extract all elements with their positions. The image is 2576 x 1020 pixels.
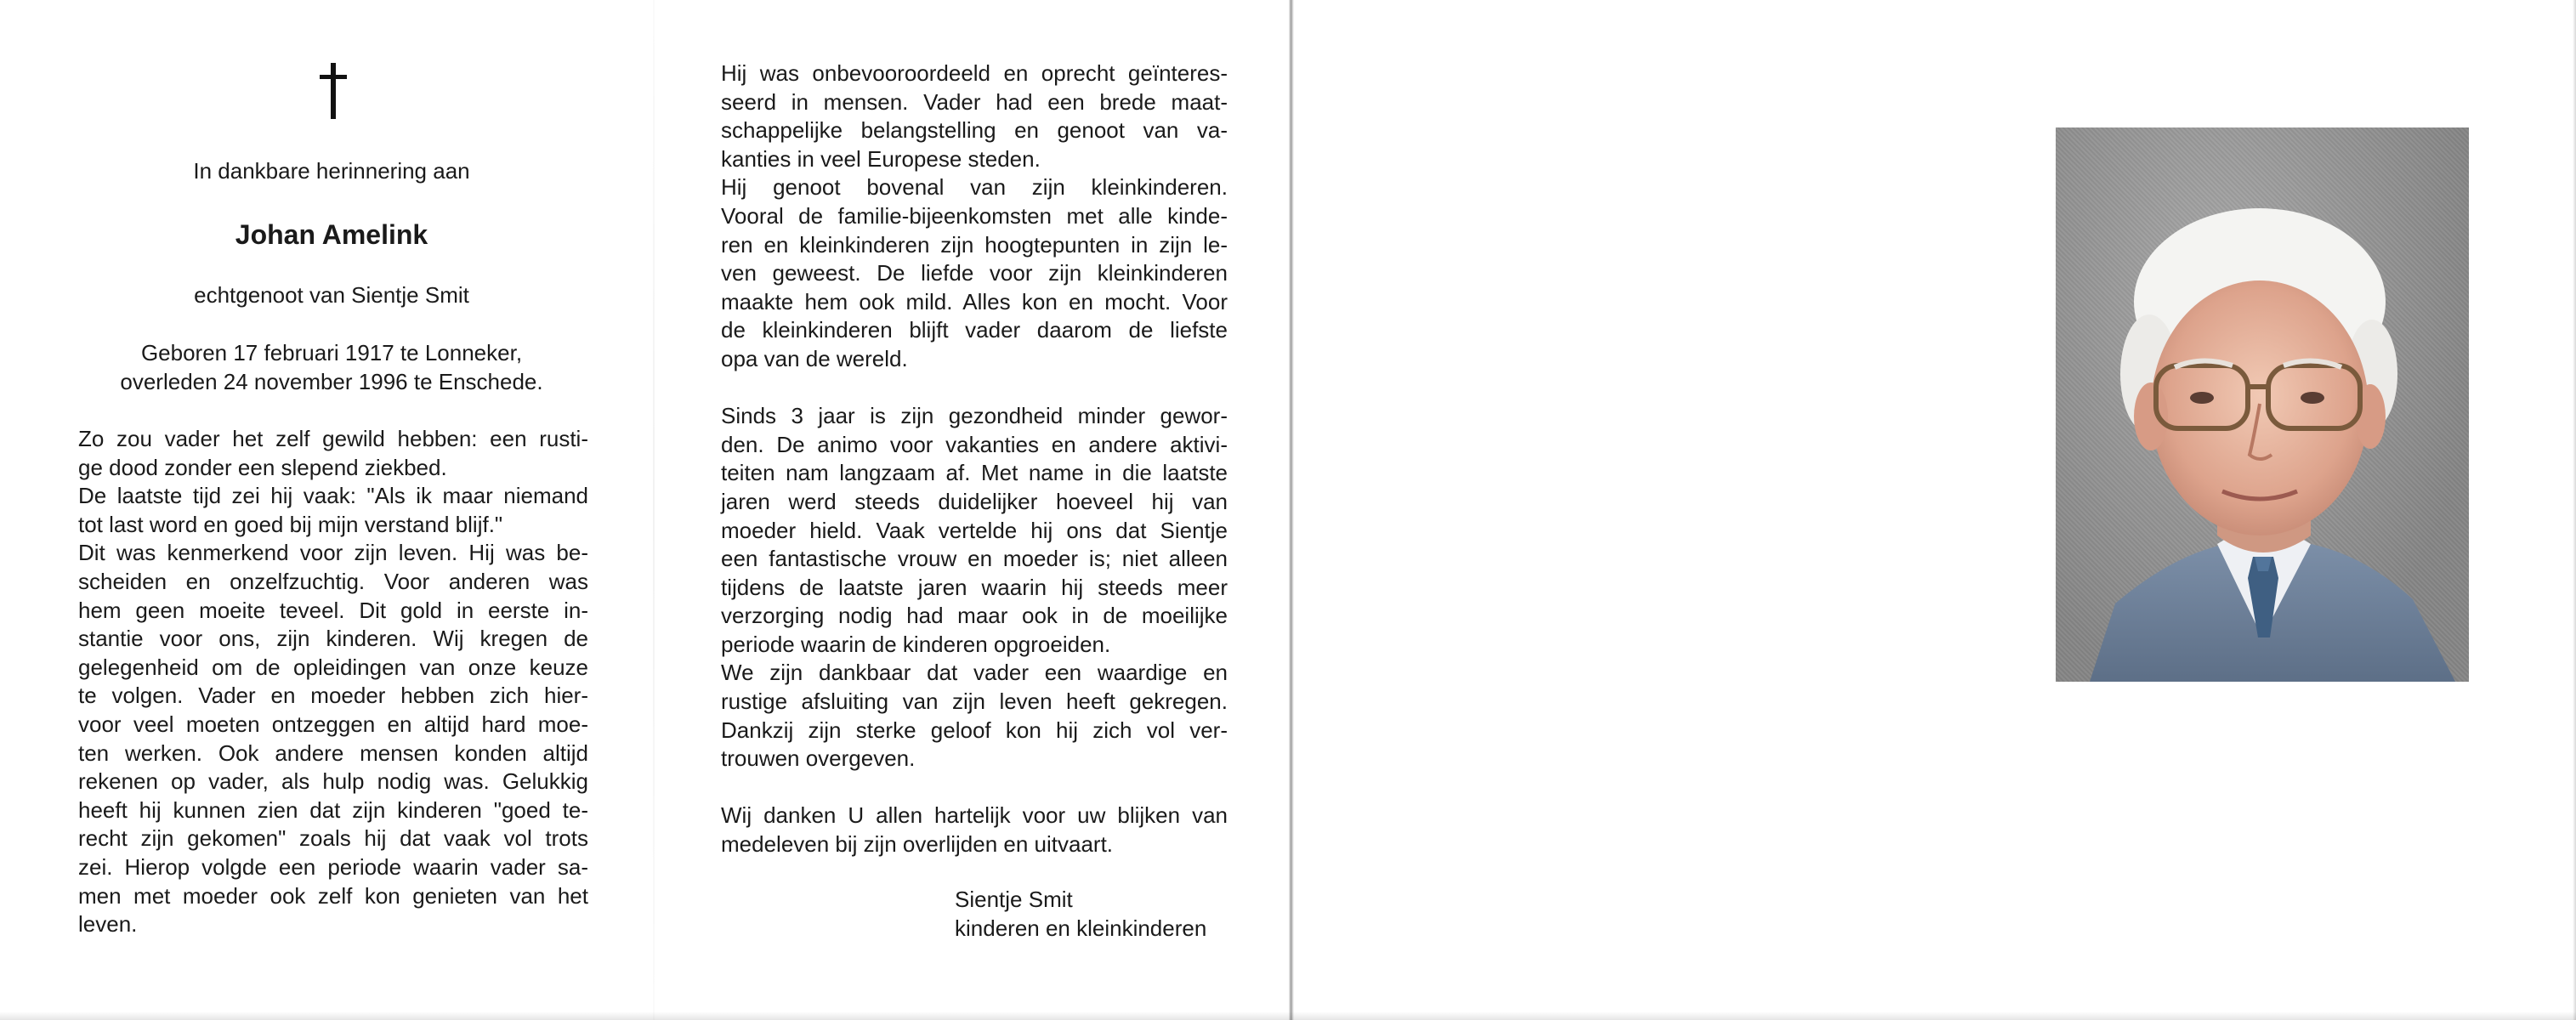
left-text-line: tot last word en goed bij mijn verstand blijf." bbox=[78, 511, 503, 537]
middle-text-line: teiten nam langzaam af. Met name in die laatste bbox=[721, 460, 1228, 486]
signature-name: Sientje Smit bbox=[955, 887, 1073, 912]
card-fold-line bbox=[1289, 0, 1294, 1020]
deceased-name: Johan Amelink bbox=[235, 219, 428, 250]
middle-text-line: jaren werd steeds duidelijker hoeveel hij van bbox=[721, 488, 1228, 514]
birth-death-lines bbox=[77, 338, 587, 396]
left-text-line: voor veel moeten ontzeggen en altijd hard moe- bbox=[78, 711, 588, 737]
left-text-line: Zo zou vader het zelf gewild hebben: een rusti- bbox=[78, 426, 588, 451]
left-text-line: hem geen moeite teveel. Dit gold in eerste in- bbox=[78, 597, 588, 623]
middle-text-line: verzorging nodig had maar ook in de moeilijke bbox=[721, 603, 1228, 629]
middle-text-line: opa van de wereld. bbox=[721, 345, 908, 371]
left-text-line: recht zijn gekomen" zoals hij dat vaak vol trots bbox=[78, 825, 588, 852]
left-text-line: leven. bbox=[78, 911, 138, 938]
middle-text-line: ven geweest. De liefde voor zijn kleinkinderen bbox=[721, 260, 1228, 286]
middle-text-line: Hij genoot bovenal van zijn kleinkinderen. bbox=[721, 174, 1228, 201]
left-text-line: De laatste tijd zei hij vaak: "Als ik maar niemand bbox=[78, 483, 588, 509]
middle-text-line: schappelijke belangstelling en genoot van va- bbox=[721, 117, 1228, 144]
left-text-line: ten werken. Ook andere mensen konden altijd bbox=[78, 740, 588, 766]
middle-text-line: We zijn dankbaar dat vader een waardige en bbox=[721, 660, 1228, 686]
middle-text-line: maakte hem ook mild. Alles kon en mocht. Voor bbox=[721, 288, 1228, 314]
middle-text-line: den. De animo voor vakanties en andere aktivi- bbox=[721, 431, 1228, 457]
left-text-line: te volgen. Vader en moeder hebben zich hier- bbox=[78, 683, 588, 709]
middle-text-line: medeleven bij zijn overlijden en uitvaart. bbox=[721, 831, 1114, 858]
inner-crease bbox=[653, 0, 655, 1020]
middle-text-line: Wij danken U allen hartelijk voor uw blijken van bbox=[721, 802, 1228, 829]
portrait-photo bbox=[2056, 128, 2469, 682]
left-text-line: rekenen op vader, als hulp nodig was. Gelukkig bbox=[78, 768, 588, 795]
left-text-line: zei. Hierop volgde een periode waarin vader sa- bbox=[78, 853, 588, 880]
left-text-line: stantie voor ons, zijn kinderen. Wij kregen de bbox=[78, 626, 588, 652]
left-text-line: gelegenheid om de opleidingen van onze keuze bbox=[78, 654, 588, 680]
middle-text-line: rustige afsluiting van zijn leven heeft gekregen. bbox=[721, 688, 1228, 715]
left-text-line: men met moeder ook zelf kon genieten van het bbox=[78, 882, 588, 909]
left-text-line: heeft hij kunnen zien dat zijn kinderen "goed te- bbox=[78, 796, 588, 823]
left-text-line: Dit was kenmerkend voor zijn leven. Hij was be- bbox=[78, 540, 588, 566]
middle-paragraph-gap bbox=[721, 374, 1228, 403]
spouse-line: echtgenoot van Sientje Smit bbox=[194, 282, 469, 308]
middle-text-line: moeder hield. Vaak vertelde hij ons dat Sientje bbox=[721, 517, 1228, 543]
born-line: Geboren 17 februari 1917 te Lonneker, bbox=[140, 340, 523, 366]
middle-text-line: periode waarin de kinderen opgroeiden. bbox=[721, 631, 1111, 657]
cross-icon bbox=[309, 63, 357, 119]
left-body-text bbox=[78, 425, 588, 939]
middle-text-line: Sinds 3 jaar is zijn gezondheid minder gewor- bbox=[721, 403, 1228, 429]
middle-text-line: seerd in mensen. Vader had een brede maat- bbox=[721, 88, 1228, 115]
intro-line: In dankbare herinnering aan bbox=[193, 158, 470, 184]
middle-paragraph-gap bbox=[721, 774, 1228, 802]
middle-text-line: tijdens de laatste jaren waarin hij steeds meer bbox=[721, 574, 1228, 600]
middle-text-line: ren en kleinkinderen zijn hoogtepunten in zijn le- bbox=[721, 231, 1228, 258]
middle-text-line: kanties in veel Europese steden. bbox=[721, 145, 1041, 172]
middle-text-line: de kleinkinderen blijft vader daarom de liefste bbox=[721, 317, 1228, 343]
card-right-edge bbox=[2573, 0, 2576, 1020]
died-line: overleden 24 november 1996 te Enschede. bbox=[120, 369, 543, 394]
middle-text-line: Hij was onbevooroordeeld en oprecht geïnteres- bbox=[721, 60, 1228, 86]
left-text-line: scheiden en onzelfzuchtig. Voor anderen was bbox=[78, 568, 588, 594]
signature-family: kinderen en kleinkinderen bbox=[955, 915, 1207, 941]
middle-text-line: Vooral de familie-bijeenkomsten met alle kinde- bbox=[721, 202, 1228, 229]
portrait-image bbox=[2056, 128, 2469, 682]
left-text-line: ge dood zonder een slepend ziekbed. bbox=[78, 454, 447, 480]
middle-text-line: trouwen overgeven. bbox=[721, 745, 916, 772]
middle-text-line: Dankzij zijn sterke geloof kon hij zich vol ver- bbox=[721, 717, 1228, 743]
middle-body-text bbox=[721, 60, 1228, 859]
middle-text-line: een fantastische vrouw en moeder is; niet alleen bbox=[721, 546, 1228, 572]
bottom-shadow bbox=[0, 1012, 2576, 1020]
